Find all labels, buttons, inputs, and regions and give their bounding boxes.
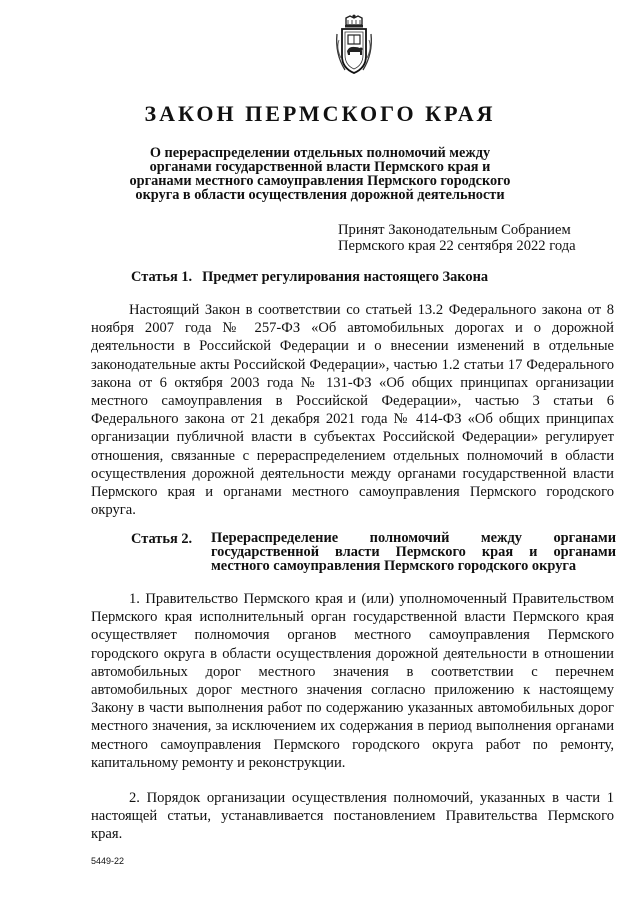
article-2-title: Перераспределение полномочий между органами государственной власти Пермского края и органами местного самоуправления Пермского городского округа — [211, 530, 616, 574]
article-1-label: Статья 1. — [131, 269, 193, 285]
adoption-info — [338, 222, 576, 254]
law-subtitle: О перераспределении отдельных полномочий между органами государственной власти Пермского края и органами местного самоуправления Пермского городского округа в области осуществления дорожной деятельности — [129, 145, 511, 203]
document-code: 5449-22 — [91, 856, 125, 866]
article-1-heading — [131, 269, 488, 286]
article-1-paragraph: Настоящий Закон в соответствии со статьей 13.2 Федерального закона от 8 ноября 2007 года № 257-ФЗ «Об автомобильных дорогах и о дорожной деятельности в Российской Федерации и о внесении изменений в отдельные законодательные акты Российской Федерации», частью 1.2 статьи 17 Федерального закона от 6 октября 2003 года № 131-ФЗ «Об общих принципах организации местного самоуправления в Российской Федерации», частью 3 статьи 6 Федерального закона от 21 декабря 2021 года № 414-ФЗ «Об общих принципах организации публичной власти в субъектах Российской Федерации» регулирует отношения, связанные с перераспределением отдельных полномочий в области осуществления дорожной деятельности между органами государственной власти Пермского края и органами местного самоуправления Пермского городского округа. — [91, 302, 614, 519]
article-2-heading — [131, 531, 616, 573]
coat-of-arms-icon — [333, 14, 375, 76]
article-2-label: Статья 2. — [131, 531, 193, 547]
law-title: ЗАКОН ПЕРМСКОГО КРАЯ — [144, 101, 496, 126]
article-2-paragraph-1: 1. Правительство Пермского края и (или) уполномоченный Правительством Пермского края исполнительный орган государственной власти Пермского края осуществляет полномочия органов местного самоуправления Пермского городского округа в области осуществления дорожной деятельности в отношении автомобильных дорог местного значения в соответствии с перечнем автомобильных дорог местного значения согласно приложению к настоящему Закону в части выполнения работ по содержанию указанных автомобильных дорог местного значения, за исключением их содержания в период выполнения органами местного самоуправления Пермского городского округа работ по ремонту, капитальному ремонту и реконструкции. — [91, 591, 614, 771]
article-2-paragraph-2: 2. Порядок организации осуществления полномочий, указанных в части 1 настоящей статьи, устанавливается постановлением Правительства Пермского края. — [91, 790, 614, 843]
adoption-line-2: Пермского края 22 сентября 2022 года — [338, 238, 576, 254]
adoption-line-1: Принят Законодательным Собранием — [338, 222, 571, 238]
article-1-title: Предмет регулирования настоящего Закона — [202, 269, 489, 285]
